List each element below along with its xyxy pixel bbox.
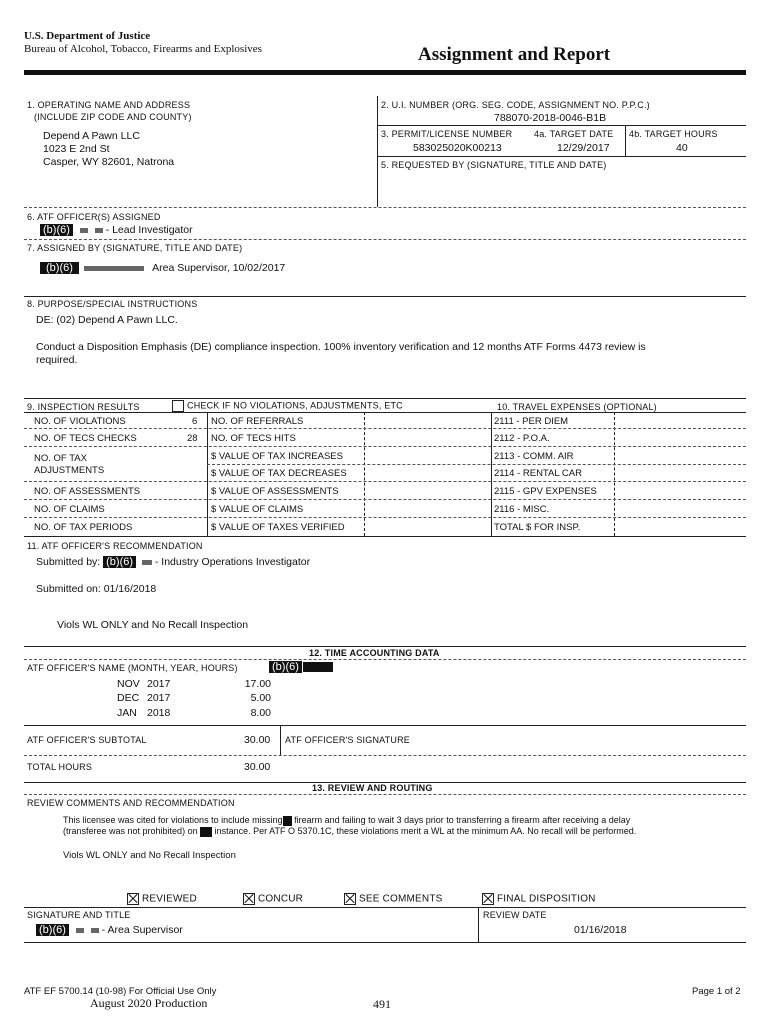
divider (24, 428, 746, 429)
tax-adjustments-label-2: ADJUSTMENTS (34, 465, 105, 476)
travel-comm-air: 2113 - COMM. AIR (494, 451, 574, 462)
s7-label: 7. ASSIGNED BY (SIGNATURE, TITLE AND DATE) (27, 243, 243, 253)
redaction: (b)(6) (269, 661, 302, 673)
redaction (142, 560, 152, 565)
total-hours-value: 30.00 (244, 761, 271, 773)
review-text: firearm and failing to wait 3 days prior to transferring a firearm after receiving a delay (294, 815, 631, 825)
time-year: 2017 (147, 678, 171, 690)
divider (24, 446, 746, 447)
check-label: CHECK IF NO VIOLATIONS, ADJUSTMENTS, ETC (187, 400, 403, 411)
submitter-role: - Industry Operations Investigator (154, 556, 311, 568)
operating-city: Casper, WY 82601, Natrona (43, 156, 175, 168)
review-text: This licensee was cited for violations to include missing (63, 815, 283, 825)
divider (24, 536, 746, 537)
travel-per-diem: 2111 - PER DIEM (494, 416, 569, 427)
recommendation-note: Viols WL ONLY and No Recall Inspection (57, 619, 249, 631)
travel-total: TOTAL $ FOR INSP. (494, 522, 581, 533)
claims-value-label: $ VALUE OF CLAIMS (211, 504, 304, 515)
s8-label: 8. PURPOSE/SPECIAL INSTRUCTIONS (27, 299, 198, 309)
redaction: (b)(6) (40, 262, 79, 274)
review-comment-line (63, 826, 636, 837)
divider (24, 725, 746, 726)
tax-increases-label: $ VALUE OF TAX INCREASES (211, 451, 343, 462)
subtotal-label: ATF OFFICER'S SUBTOTAL (27, 735, 147, 745)
submitted-by (36, 556, 310, 568)
checkbox[interactable] (243, 893, 255, 905)
travel-poa: 2112 - P.O.A. (494, 433, 550, 444)
review-note: Viols WL ONLY and No Recall Inspection (63, 850, 236, 861)
divider (478, 907, 479, 942)
redaction (84, 266, 144, 271)
redaction: (b)(6) (103, 556, 136, 568)
tax-periods-label: NO. OF TAX PERIODS (34, 522, 133, 533)
redaction (303, 662, 333, 672)
divider (377, 125, 746, 126)
time-month: DEC (117, 692, 140, 704)
bureau-name: Bureau of Alcohol, Tobacco, Firearms and Explosives (24, 43, 262, 55)
redaction (200, 827, 212, 837)
officer-name (269, 661, 333, 673)
divider (24, 794, 746, 795)
submitted-on: Submitted on: 01/16/2018 (36, 583, 157, 595)
redaction (283, 816, 292, 826)
travel-rental-car: 2114 - RENTAL CAR (494, 468, 582, 479)
time-row (117, 678, 277, 690)
violations-label: NO. OF VIOLATIONS (34, 416, 126, 427)
divider (24, 239, 746, 240)
s4a-label: 4a. TARGET DATE (534, 129, 614, 139)
divider (24, 942, 746, 943)
checkbox[interactable] (127, 893, 139, 905)
divider (24, 207, 746, 208)
purpose-de: DE: (02) Depend A Pawn LLC. (36, 314, 178, 326)
permit-number: 583025020K00213 (413, 142, 502, 154)
s2-label: 2. U.I. NUMBER (ORG. SEG. CODE, ASSIGNMENT NO. P.P.C.) (381, 100, 650, 110)
department-name: U.S. Department of Justice (24, 30, 151, 42)
divider (24, 646, 746, 647)
checkbox[interactable] (344, 893, 356, 905)
subtotal-value: 30.00 (244, 734, 271, 746)
operating-name: Depend A Pawn LLC (43, 130, 140, 142)
s12-label: 12. TIME ACCOUNTING DATA (309, 648, 440, 658)
page-indicator: Page 1 of 2 (692, 986, 741, 997)
tecs-checks-value: 28 (187, 433, 198, 444)
concur-check[interactable] (243, 893, 303, 905)
form-number: ATF EF 5700.14 (10-98) For Official Use Only (24, 986, 217, 997)
check-label: CONCUR (258, 893, 304, 905)
referrals-label: NO. OF REFERRALS (211, 416, 304, 427)
divider (24, 907, 746, 908)
review-comment-line (63, 815, 630, 826)
divider (24, 481, 746, 482)
redaction (95, 228, 103, 233)
violations-value: 6 (192, 416, 198, 427)
time-month: NOV (117, 678, 140, 690)
time-year: 2017 (147, 692, 171, 704)
check-label: SEE COMMENTS (359, 893, 443, 905)
check-label: FINAL DISPOSITION (497, 893, 596, 905)
s13-label: 13. REVIEW AND ROUTING (312, 783, 433, 793)
review-date-label: REVIEW DATE (483, 910, 547, 920)
divider (625, 125, 626, 156)
target-date: 12/29/2017 (557, 142, 610, 154)
divider (24, 755, 746, 756)
final-disposition-check[interactable] (482, 893, 596, 905)
s5-label: 5. REQUESTED BY (SIGNATURE, TITLE AND DATE) (381, 160, 607, 170)
redaction (91, 928, 99, 933)
no-violations-check[interactable] (172, 400, 403, 412)
assigned-by (40, 262, 285, 274)
form-title: Assignment and Report (418, 44, 611, 65)
assigned-by-title: Area Supervisor, 10/02/2017 (152, 262, 286, 274)
s3-label: 3. PERMIT/LICENSE NUMBER (381, 129, 513, 139)
assigned-role: - Lead Investigator (105, 224, 193, 236)
officer-signature-label: ATF OFFICER'S SIGNATURE (285, 735, 410, 745)
purpose-instructions: Conduct a Disposition Emphasis (DE) compliance inspection. 100% inventory verification and 12 months ATF Forms 4473 review is (36, 341, 646, 353)
review-comments-label: REVIEW COMMENTS AND RECOMMENDATION (27, 798, 235, 808)
tax-decreases-label: $ VALUE OF TAX DECREASES (211, 468, 347, 479)
redaction: (b)(6) (36, 924, 69, 936)
see-comments-check[interactable] (344, 893, 443, 905)
s9-label: 9. INSPECTION RESULTS (27, 402, 140, 412)
review-text: (transferee was not prohibited) on (63, 826, 198, 836)
divider (24, 398, 746, 399)
tax-adjustments-label: NO. OF TAX (34, 453, 87, 464)
s1-label: 1. OPERATING NAME AND ADDRESS (27, 100, 191, 110)
redaction (80, 228, 88, 233)
assessments-label: NO. OF ASSESSMENTS (34, 486, 141, 497)
taxes-verified-label: $ VALUE OF TAXES VERIFIED (211, 522, 345, 533)
signature-title-label: SIGNATURE AND TITLE (27, 910, 131, 920)
redaction (76, 928, 84, 933)
s4b-label: 4b. TARGET HOURS (629, 129, 718, 139)
claims-label: NO. OF CLAIMS (34, 504, 105, 515)
divider (24, 296, 746, 297)
review-text: instance. Per ATF O 5370.1C, these violations merit a WL at the minimum AA. No recall will be performed. (214, 826, 637, 836)
tecs-checks-label: NO. OF TECS CHECKS (34, 433, 137, 444)
page-number-stamp: 491 (373, 997, 391, 1011)
s11-label: 11. ATF OFFICER'S RECOMMENDATION (27, 541, 203, 551)
submitted-by-label: Submitted by: (36, 556, 101, 568)
checkbox[interactable] (172, 400, 184, 412)
header-rule (24, 70, 746, 75)
review-date: 01/16/2018 (574, 924, 627, 936)
time-month: JAN (117, 707, 137, 719)
officer-name-label: ATF OFFICER'S NAME (MONTH, YEAR, HOURS) (27, 663, 238, 673)
travel-gpv: 2115 - GPV EXPENSES (494, 486, 597, 497)
time-row (117, 707, 277, 719)
time-hours: 17.00 (244, 678, 271, 690)
divider (24, 499, 746, 500)
divider (377, 156, 746, 157)
time-year: 2018 (147, 707, 171, 719)
ui-number: 788070-2018-0046-B1B (494, 112, 607, 124)
operating-street: 1023 E 2nd St (43, 143, 110, 155)
time-row (117, 692, 277, 704)
divider (24, 517, 746, 518)
s6-label: 6. ATF OFFICER(S) ASSIGNED (27, 212, 161, 222)
checkbox[interactable] (482, 893, 494, 905)
divider (24, 659, 746, 660)
assessments-value-label: $ VALUE OF ASSESSMENTS (211, 486, 339, 497)
reviewed-check[interactable] (127, 893, 197, 905)
divider (377, 96, 378, 207)
redaction: (b)(6) (40, 224, 73, 236)
s10-label: 10. TRAVEL EXPENSES (OPTIONAL) (497, 402, 657, 412)
s1-sublabel: (INCLUDE ZIP CODE AND COUNTY) (34, 112, 192, 122)
travel-misc: 2116 - MISC. (494, 504, 550, 515)
target-hours: 40 (676, 142, 688, 154)
divider (280, 725, 281, 755)
check-label: REVIEWED (142, 893, 197, 905)
assigned-officer (40, 224, 193, 236)
time-hours: 5.00 (250, 692, 271, 704)
reviewer-title: - Area Supervisor (101, 924, 183, 936)
production-label: August 2020 Production (90, 996, 208, 1010)
purpose-instructions-cont: required. (36, 354, 78, 366)
total-hours-label: TOTAL HOURS (27, 762, 93, 772)
divider (24, 412, 746, 413)
reviewer-signature (36, 924, 183, 936)
divider (207, 464, 746, 465)
time-hours: 8.00 (250, 707, 271, 719)
tecs-hits-label: NO. OF TECS HITS (211, 433, 296, 444)
